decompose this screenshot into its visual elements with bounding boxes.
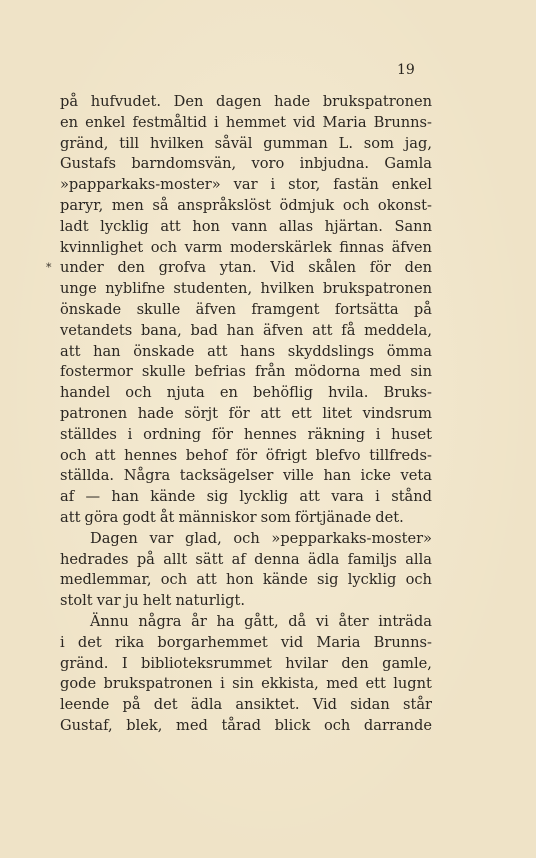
word: af [60,488,75,506]
word: biblioteksrummet [140,654,272,672]
word: på [136,550,155,568]
word: ställdes [60,425,117,443]
word: ju [124,592,139,610]
word: han [323,467,351,485]
word: grofva [158,259,207,277]
word: att [299,488,320,506]
word: hans [240,342,276,360]
word: och [233,529,260,547]
text-line [60,321,432,342]
word: patronen [60,404,128,422]
word: till [119,134,140,152]
word: i [375,488,380,506]
word: bana, [140,321,182,339]
word: rika [114,633,145,651]
word: han [93,342,121,360]
word: moderskärlek [229,238,332,256]
word: ett [291,404,312,422]
word: äfven [391,238,432,256]
word: tacksägelser [179,467,274,485]
word: fortsätta [334,300,399,318]
word: skulle [141,363,186,381]
word: Vid [270,259,295,277]
word: att [196,571,217,589]
word: då [288,612,307,630]
word: skålen [308,259,357,277]
word: åt [159,508,175,526]
word: blek, [126,716,163,734]
word: tårad [221,716,262,734]
word: var [233,176,258,194]
word: få [341,321,356,339]
word: vetandets [60,321,133,339]
word: I [121,654,128,672]
word: alla [405,550,432,568]
word: på [413,300,432,318]
word: i [270,176,276,194]
word: förtjänade [294,508,372,526]
word: fostermor [60,363,133,381]
word: den [117,259,145,277]
word: den [404,259,432,277]
word: Brunns- [373,113,432,131]
word: han [226,321,255,339]
word: inbjudna. [299,155,370,173]
word: och [342,196,370,214]
word: tillfreds- [369,446,432,464]
text-line [60,466,432,487]
word: i [60,633,65,651]
word: gränd, [60,134,109,152]
word: skyddslings [287,342,375,360]
text-line [60,674,432,695]
text-line [60,612,432,633]
word: göra [84,508,119,526]
word: lycklig [100,217,149,235]
word: ädla [307,550,340,568]
word: att [207,342,228,360]
word: »papparkaks-moster» [60,176,221,194]
text-line [60,175,432,196]
word: ville [282,467,314,485]
word: denna [254,550,300,568]
word: så [152,196,169,214]
word: det. [375,508,404,526]
word: barndomsvän, [131,155,237,173]
word: gränd. [60,654,109,672]
word: kände [150,488,196,506]
word: med [326,675,359,693]
word: men [111,196,144,214]
word: meddela, [364,321,432,339]
text-line [60,695,432,716]
body-text [60,92,432,737]
word: han [111,488,139,506]
word: önskade [60,300,122,318]
word: som [363,134,394,152]
word: i [127,425,133,443]
word: sin [410,363,432,381]
word: vi [315,612,329,630]
word: att [60,342,81,360]
word: skulle [136,300,181,318]
word: hon [192,217,220,235]
word: vindsrum [362,404,432,422]
word: leende [60,696,110,714]
margin-mark: * [46,261,52,274]
word: okonst- [377,196,432,214]
word: godt [122,508,156,526]
word: Några [123,467,171,485]
word: att [160,217,181,235]
word: Dagen [90,529,138,547]
word: helt [142,592,172,610]
word: allas [278,217,314,235]
word: och [150,238,178,256]
word: att [260,404,281,422]
word: Bruks- [383,384,432,402]
word: sörjt [184,404,219,422]
word: ädla [190,696,223,714]
text-line [60,570,432,591]
text-line [60,238,432,259]
word: gumman [263,134,328,152]
word: den [341,654,369,672]
page-number: 19 [397,62,415,78]
word: allt [163,550,188,568]
word: för [211,425,234,443]
word: hvila. [328,384,369,402]
word: sätt [195,550,224,568]
word: glad, [185,529,222,547]
word: stor, [288,176,321,194]
word: ekkista, [261,675,319,693]
word: nyblifne [105,280,165,298]
word: gamle, [382,654,432,672]
text-line [60,92,432,113]
text-line [60,404,432,425]
word: njuta [166,384,205,402]
word: brukspatronen [322,93,432,110]
word: »pepparkaks-moster» [271,529,432,547]
word: darrande [363,716,432,734]
word: ansiktet. [235,696,300,714]
word: litet [322,404,353,422]
word: hade [274,93,311,110]
word: hvilar [285,654,328,672]
text-line [60,633,432,654]
word: på [60,93,79,110]
word: borgarhemmet [157,633,268,651]
word: och [125,384,152,402]
word: ha [216,612,235,630]
word: voro [251,155,285,173]
word: står [402,696,432,714]
word: mödorna [294,363,361,381]
word: hennes [243,425,297,443]
word: jag, [404,134,432,152]
word: veta [400,467,432,485]
word: äfven [262,321,304,339]
word: gått, [244,612,279,630]
word: människor [178,508,257,526]
word: stånd [391,488,432,506]
word: en [60,113,79,131]
word: ömma [386,342,432,360]
word: från [254,363,286,381]
word: Den [173,93,204,110]
word: och [323,716,351,734]
word: med [176,716,208,734]
text-line [60,196,432,217]
word: paryr, [60,196,104,214]
word: Maria [316,633,361,651]
text-line [60,300,432,321]
word: anspråkslöst [177,196,271,214]
word: att [60,508,81,526]
word: äfven [195,300,237,318]
word: hufvudet. [90,93,162,110]
word: behöflig [253,384,313,402]
word: att [312,321,333,339]
word: Maria [322,113,367,131]
word: för [228,404,250,422]
word: lycklig [239,488,289,506]
text-line [60,591,432,612]
word: brukspatronen [322,280,432,298]
word: af [231,550,246,568]
word: lugnt [393,675,432,693]
text-line [60,113,432,134]
word: ödmjuk [279,196,335,214]
text-line [60,487,432,508]
text-line [60,529,432,550]
word: en [219,384,238,402]
word: hjärtan. [324,217,383,235]
word: naturligt. [175,592,245,610]
word: sin [232,675,254,693]
word: hon [226,571,254,589]
word: L. [338,134,353,152]
word: stolt [60,592,93,610]
word: hennes [124,446,178,464]
text-line [60,362,432,383]
word: fastän [333,176,379,194]
word: vara [331,488,364,506]
text-line [60,383,432,404]
word: Brunns- [373,633,432,651]
word: kvinnlighet [60,238,144,256]
text-line [60,342,432,363]
word: såväl [214,134,253,152]
word: i [220,675,225,693]
word: några [138,612,182,630]
word: som [260,508,291,526]
word: blick [274,716,311,734]
word: önskade [133,342,195,360]
word: enkel [391,176,432,194]
word: sidan [350,696,390,714]
word: Gamla [384,155,432,173]
word: räkning [307,425,365,443]
text-line [60,154,432,175]
word: i [375,425,381,443]
word: icke [360,467,391,485]
word: ett [365,675,386,693]
word: med [369,363,402,381]
word: vann [231,217,268,235]
word: lycklig [347,571,397,589]
word: befrias [194,363,246,381]
word: sig [317,571,339,589]
text-line [60,425,432,446]
word: finnas [339,238,384,256]
word: var [149,529,174,547]
word: det [77,633,102,651]
word: handel [60,384,111,402]
word: vid [293,113,316,131]
word: för [235,446,258,464]
text-line [60,716,432,737]
word: ytan. [219,259,257,277]
text-line [60,279,432,300]
word: bad [190,321,218,339]
word: Gustafs [60,155,117,173]
word: öfrigt [265,446,307,464]
word: Vid [312,696,337,714]
word: för [369,259,391,277]
word: — [85,488,101,506]
word: gode [60,675,97,693]
word: inträda [378,612,432,630]
word: festmåltid [132,113,207,131]
word: studenten, [173,280,253,298]
word: att [95,446,116,464]
word: brukspatronen [103,675,213,693]
word: var [96,592,121,610]
word: blefvo [315,446,361,464]
text-line [60,508,432,529]
word: kände [262,571,308,589]
word: hemmet [225,113,287,131]
word: åter [338,612,369,630]
word: enkel [85,113,126,131]
word: dagen [216,93,262,110]
word: vid [280,633,304,651]
word: och [405,571,432,589]
word: medlemmar, [60,571,152,589]
text-line [60,550,432,571]
word: och [160,571,188,589]
word: i [214,113,219,131]
text-line [60,654,432,675]
word: under [60,259,104,277]
word: varm [184,238,223,256]
word: år [191,612,207,630]
word: ladt [60,217,89,235]
word: huset [391,425,432,443]
word: på [122,696,141,714]
text-line [60,134,432,155]
word: hedrades [60,550,129,568]
text-line [60,258,432,279]
word: framgent [251,300,320,318]
word: det [153,696,178,714]
word: behof [185,446,228,464]
word: hvilken [149,134,204,152]
word: unge [60,280,97,298]
word: och [60,446,87,464]
word: ordning [143,425,202,443]
word: Sann [394,217,432,235]
text-line [60,217,432,238]
word: hade [137,404,174,422]
word: ställda. [60,467,115,485]
word: sig [206,488,229,506]
text-line [60,446,432,467]
word: familjs [347,550,397,568]
word: Gustaf, [60,716,113,734]
word: Ännu [90,612,129,630]
word: hvilken [260,280,315,298]
